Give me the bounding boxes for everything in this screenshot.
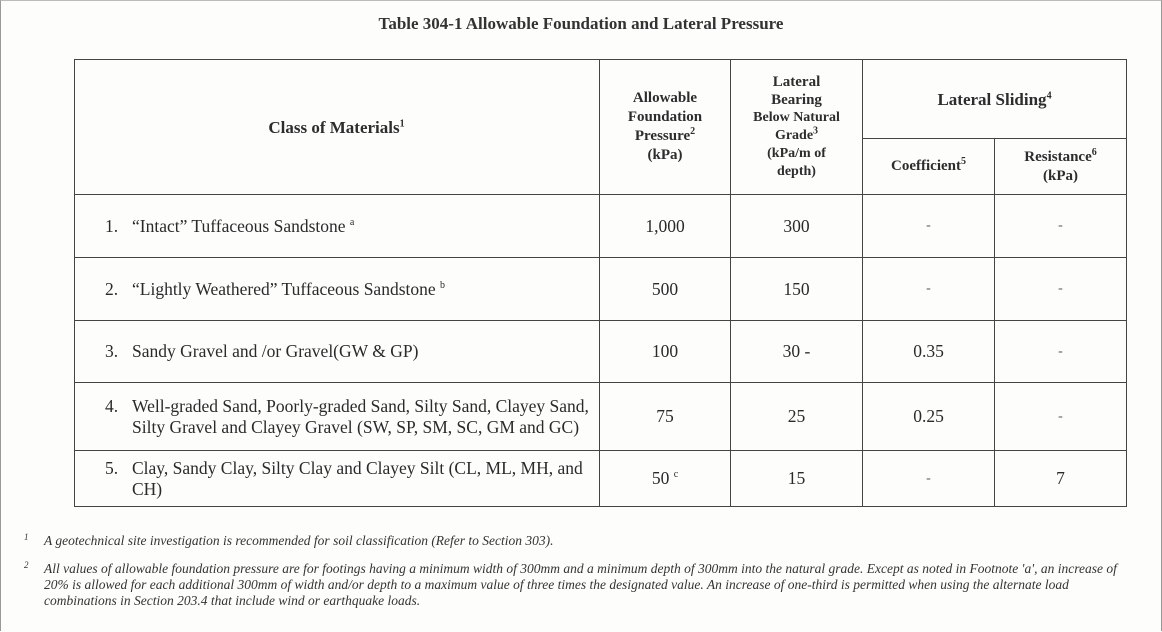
row-resistance: - bbox=[995, 195, 1127, 258]
header-coefficient: Coefficient$^5$ bbox=[863, 139, 995, 195]
row-coefficient: - bbox=[863, 258, 995, 321]
row-allowable: 100 bbox=[600, 321, 731, 383]
row-class: 4. Well-graded Sand, Poorly-graded Sand, Silty Sand, Clayey Sand, Silty Gravel and Clayey Gravel (SW, SP, SM, SC, GM and GC) bbox=[75, 383, 600, 451]
table-row bbox=[75, 258, 1127, 321]
row-lateral: 30 - bbox=[731, 321, 863, 383]
header-allowable-pressure: Allowable Foundation Pressure$^2$ (kPa) bbox=[600, 60, 731, 195]
row-lateral: 300 bbox=[731, 195, 863, 258]
footnote: 1 A geotechnical site investigation is recommended for soil classification (Refer to Section 303). bbox=[24, 532, 554, 548]
row-resistance: - bbox=[995, 321, 1127, 383]
footnote: 2 All values of allowable foundation pressure are for footings having a minimum width of 300mm and a minimum depth of 300mm into the natural grade. Except as noted in Footnote 'a', an increase of 20% is allowed for each additional 300mm of width and/or depth to a maximum value of three times the designated value. An increase of one-third is permitted when using the alternate load combinations in Section 203.4 that include wind or earthquake loads. bbox=[24, 560, 1117, 608]
row-coefficient: - bbox=[863, 195, 995, 258]
row-class: 5. Clay, Sandy Clay, Silty Clay and Clayey Silt (CL, ML, MH, and CH) bbox=[75, 451, 600, 507]
row-resistance: - bbox=[995, 258, 1127, 321]
header-resistance: Resistance$^6$ (kPa) bbox=[995, 139, 1127, 195]
row-class: 2. “Lightly Weathered” Tuffaceous Sandstone $^b$ bbox=[75, 258, 600, 321]
row-allowable: 50 $^c$ bbox=[600, 451, 731, 507]
table-title: Table 304-1 Allowable Foundation and Lateral Pressure bbox=[378, 14, 784, 33]
row-coefficient: - bbox=[863, 451, 995, 507]
row-lateral: 25 bbox=[731, 383, 863, 451]
row-resistance: 7 bbox=[995, 451, 1127, 507]
row-allowable: 1,000 bbox=[600, 195, 731, 258]
header-lateral-bearing: Lateral Bearing Below Natural Grade$^3$ (kPa/m of depth) bbox=[731, 60, 863, 195]
table-row bbox=[75, 321, 1127, 383]
row-class: 3. Sandy Gravel and /or Gravel(GW & GP) bbox=[75, 321, 600, 383]
table-row bbox=[75, 195, 1127, 258]
pressure-table bbox=[74, 59, 1127, 507]
row-allowable: 500 bbox=[600, 258, 731, 321]
header-lateral-sliding: Lateral Sliding$^4$ bbox=[863, 60, 1127, 139]
header-class-of-materials: Class of Materials$^1$ bbox=[75, 60, 600, 195]
row-coefficient: 0.25 bbox=[863, 383, 995, 451]
row-lateral: 150 bbox=[731, 258, 863, 321]
table-row bbox=[75, 383, 1127, 451]
row-lateral: 15 bbox=[731, 451, 863, 507]
row-coefficient: 0.35 bbox=[863, 321, 995, 383]
row-allowable: 75 bbox=[600, 383, 731, 451]
row-resistance: - bbox=[995, 383, 1127, 451]
footnotes bbox=[24, 533, 1144, 621]
row-class: 1. “Intact” Tuffaceous Sandstone $^a$ bbox=[75, 195, 600, 258]
table-row bbox=[75, 451, 1127, 507]
